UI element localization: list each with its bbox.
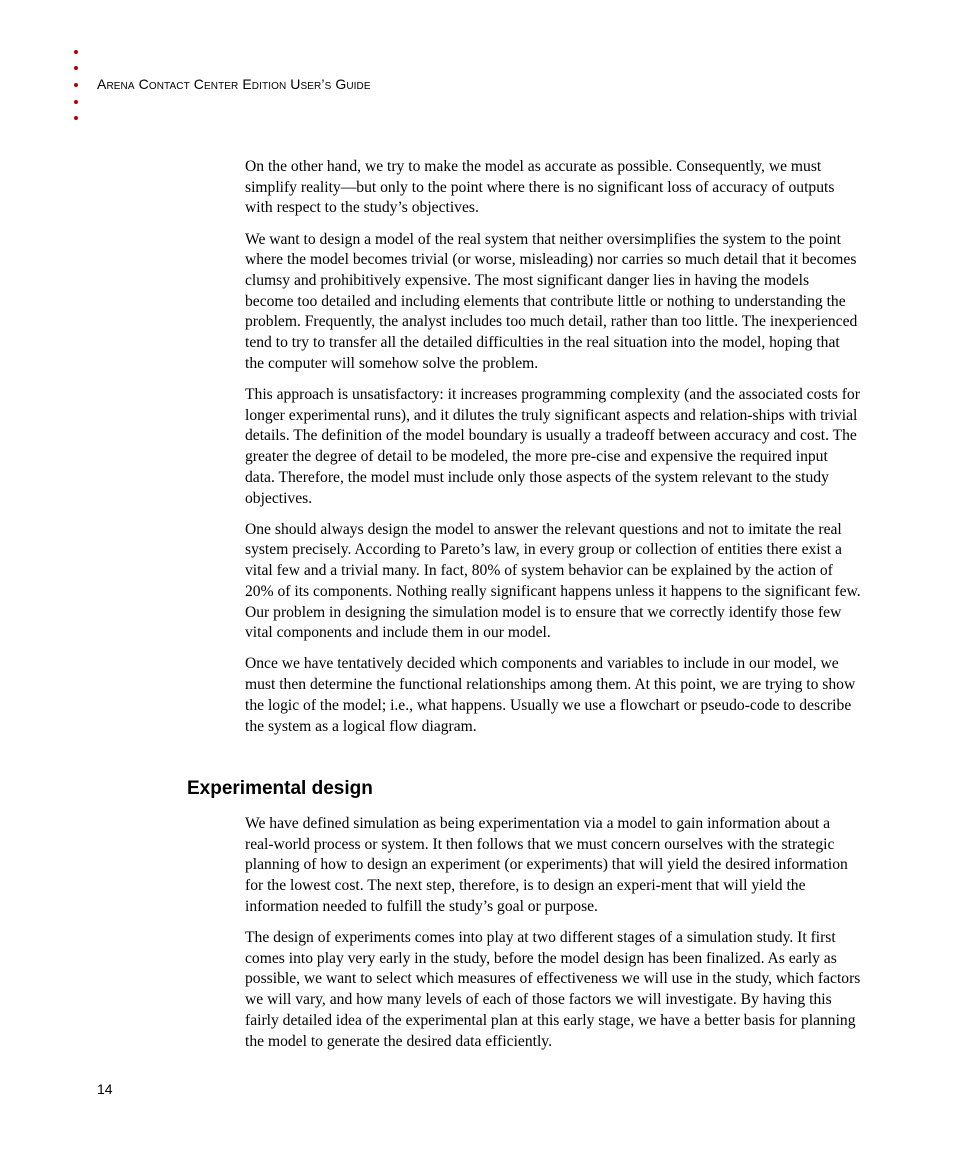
body-paragraph: This approach is unsatisfactory: it increases programming complexity (and the associated costs for longer experimental runs), and it dilutes the truly significant aspects and relation-ships with trivial details. The definition of the model boundary is usually a tradeoff between accuracy and cost. The greater the degree of detail to be modeled, the more pre-cise and expensive the required input data. Therefore, the model must include only those aspects of the system relevant to the study objectives. [245,386,860,507]
decorative-dot [74,100,78,104]
body-paragraph: Once we have tentatively decided which components and variables to include in our model, we must then determine the functional relationships among them. At this point, we are trying to show the logic of the model; i.e., what happens. Usually we use a flowchart or pseudo-code to describe the system as a logical flow diagram. [245,655,856,735]
page-number: 14 [97,1081,113,1097]
body-paragraph: We want to design a model of the real system that neither oversimplifies the system to the point where the model becomes trivial (or worse, misleading) nor carries so much detail that it becomes clumsy and prohibitively expensive. The most significant danger lies in having the models become too detailed and including elements that contribute little or nothing to understanding the problem. Frequently, the analyst includes too much detail, rather than too little. The inexperienced tend to try to transfer all the detailed difficulties in the real situation into the model, hoping that the computer will somehow solve the problem. [245,230,858,372]
running-header: Arena Contact Center Edition User’s Guide [97,76,371,92]
body-paragraph: We have defined simulation as being experimentation via a model to gain information about a real-world process or system. It then follows that we must concern ourselves with the strategic planning of how to design an experiment (or experiments) that will yield the desired information for the lowest cost. The next step, therefore, is to design an experi-ment that will yield the information needed to fulfill the study’s goal or purpose. [245,815,848,915]
decorative-dot [74,83,78,87]
decorative-dot [74,116,78,120]
body-paragraph: The design of experiments comes into play at two different stages of a simulation study. It first comes into play very early in the study, before the model design has been finalized. As early as possible, we want to select which measures of effectiveness we will use in the study, which factors we will vary, and how many levels of each of those factors we will investigate. By having this fairly detailed idea of the experimental plan at this early stage, we have a better basis for planning the model to generate the desired data efficiently. [245,929,861,1050]
section-heading: Experimental design [187,778,373,799]
section-text-block [245,814,861,1052]
decorative-dot [74,66,78,70]
body-paragraph: On the other hand, we try to make the model as accurate as possible. Consequently, we must simplify reality—but only to the point where there is no significant loss of accuracy of outputs with respect to the study’s objectives. [245,158,835,217]
decorative-dot [74,50,78,54]
body-paragraph: One should always design the model to answer the relevant questions and not to imitate the real system precisely. According to Pareto’s law, in every group or collection of entities there exist a vital few and a trivial many. In fact, 80% of system behavior can be explained by the action of 20% of its components. Nothing really significant happens unless it happens to the significant few. Our problem in designing the simulation model is to ensure that we correctly identify those few vital components and include them in our model. [245,520,861,642]
intro-text-block [245,157,861,737]
